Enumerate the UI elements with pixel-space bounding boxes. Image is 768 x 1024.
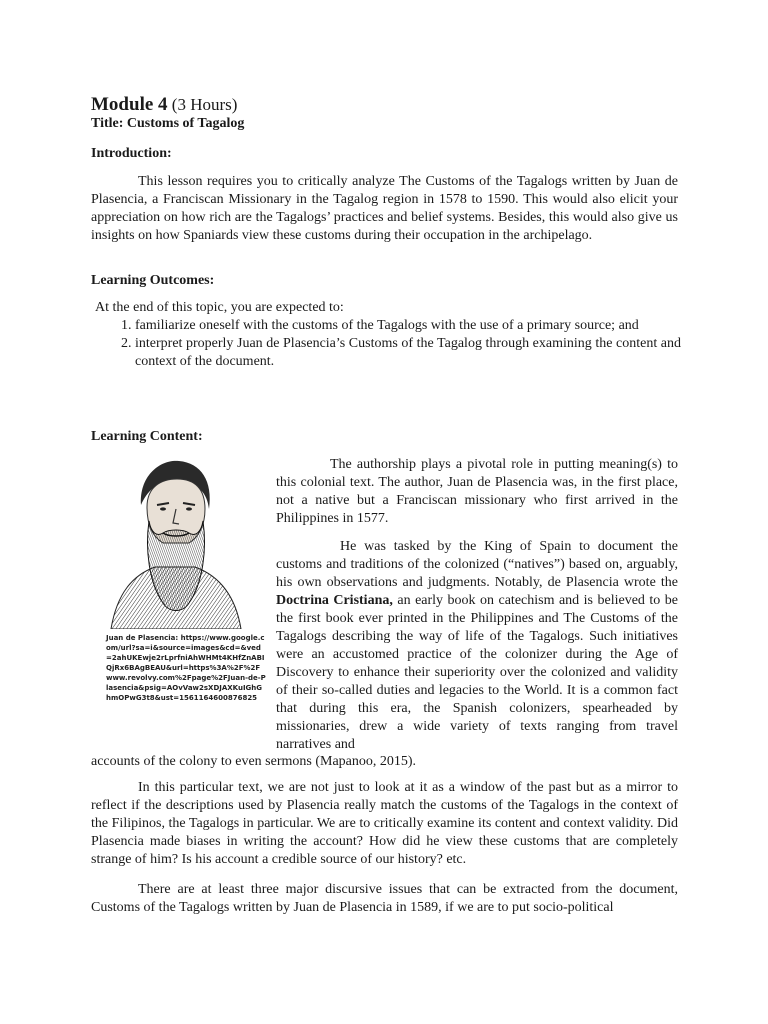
learning-content-heading: Learning Content: <box>91 429 203 444</box>
list-item: 1. familiarize oneself with the customs of the Tagalogs with the use of a primary source; and <box>135 317 681 335</box>
list-item: 2. interpret properly Juan de Plasencia’s Customs of the Tagalog through examining the content and context of the document. <box>135 335 681 371</box>
learning-outcomes-list <box>91 299 681 371</box>
page-title: Title: Customs of Tagalog <box>91 116 245 131</box>
portrait-image <box>103 453 245 629</box>
module-label: Module 4 <box>91 94 168 115</box>
module-title <box>91 94 237 116</box>
doctrina-cristiana-title: Doctrina Cristiana, <box>276 593 393 608</box>
portrait-caption: Juan de Plasencia: https://www.google.com/url?sa=i&source=images&cd=&ved=2ahUKEwje2rLprfniAhWHMt4KHfZnABIQjRx6BAgBEAU&url=https%3A%2F%2Fwww.revolvy.com%2Fpage%2FJuan-de-Plasencia&psig=AOvVaw2sXDJAXKuIGhGhmOPwG3t8&ust=1561164600876825 <box>106 634 266 702</box>
learning-outcomes-heading: Learning Outcomes: <box>91 273 215 288</box>
outcomes-lead: At the end of this topic, you are expected to: <box>95 300 344 315</box>
introduction-text: This lesson requires you to critically analyze The Customs of the Tagalogs written by Juan de Plasencia, a Franciscan Missionary in the Tagalog region in 1578 to 1590. This would also elicit your appreciation on how rich are the Tagalogs’ practices and belief systems. Besides, this would also give us insights on how Spaniards view these customs during their occupation in the archipelago. <box>91 174 678 243</box>
module-hours: (3 Hours) <box>171 95 238 114</box>
mission-paragraph <box>276 538 678 754</box>
mission-text-end: an early book on catechism and is believed to be the first book ever printed in the Philippines and The Customs of the Tagalogs describing the way of life of the Tagalogs. Such initiatives were an accustomed practice of the colonizer during the Age of Discovery to enhance their superiority over the colonized and validity of their so-called duties and legacies to the World. It is a common fact that during this era, the Spanish colonizers, spearheaded by missionaries, drew a wide variety of texts ranging from travel narratives and <box>276 593 678 752</box>
mission-paragraph-tail: accounts of the colony to even sermons (Mapanoo, 2015). <box>91 754 417 769</box>
discursive-issues-paragraph: There are at least three major discursive issues that can be extracted from the document, Customs of the Tagalogs written by Juan de Plasencia in 1589, if we are to put socio-political <box>91 882 678 915</box>
mission-text-start: He was tasked by the King of Spain to document the customs and traditions of the colonized (“natives”) based on, arguably, his own observations and judgments. Notably, de Plasencia wrote the <box>276 539 678 590</box>
mirror-paragraph: In this particular text, we are not just to look at it as a window of the past but as a mirror to reflect if the descriptions used by Plasencia really match the customs of the Tagalogs in the context of the Filipinos, the Tagalogs in particular. We are to critically examine its content and context validity. Did Plasencia made biases in writing the account? How did he view these customs that are completely strange of him? Is his account a credible source of our history? etc. <box>91 780 678 867</box>
authorship-paragraph: The authorship plays a pivotal role in putting meaning(s) to this colonial text. The author, Juan de Plasencia was, in the first place, not a native but a Franciscan missionary who first arrived in the Philippines in 1577. <box>276 457 678 526</box>
introduction-heading: Introduction: <box>91 146 172 161</box>
